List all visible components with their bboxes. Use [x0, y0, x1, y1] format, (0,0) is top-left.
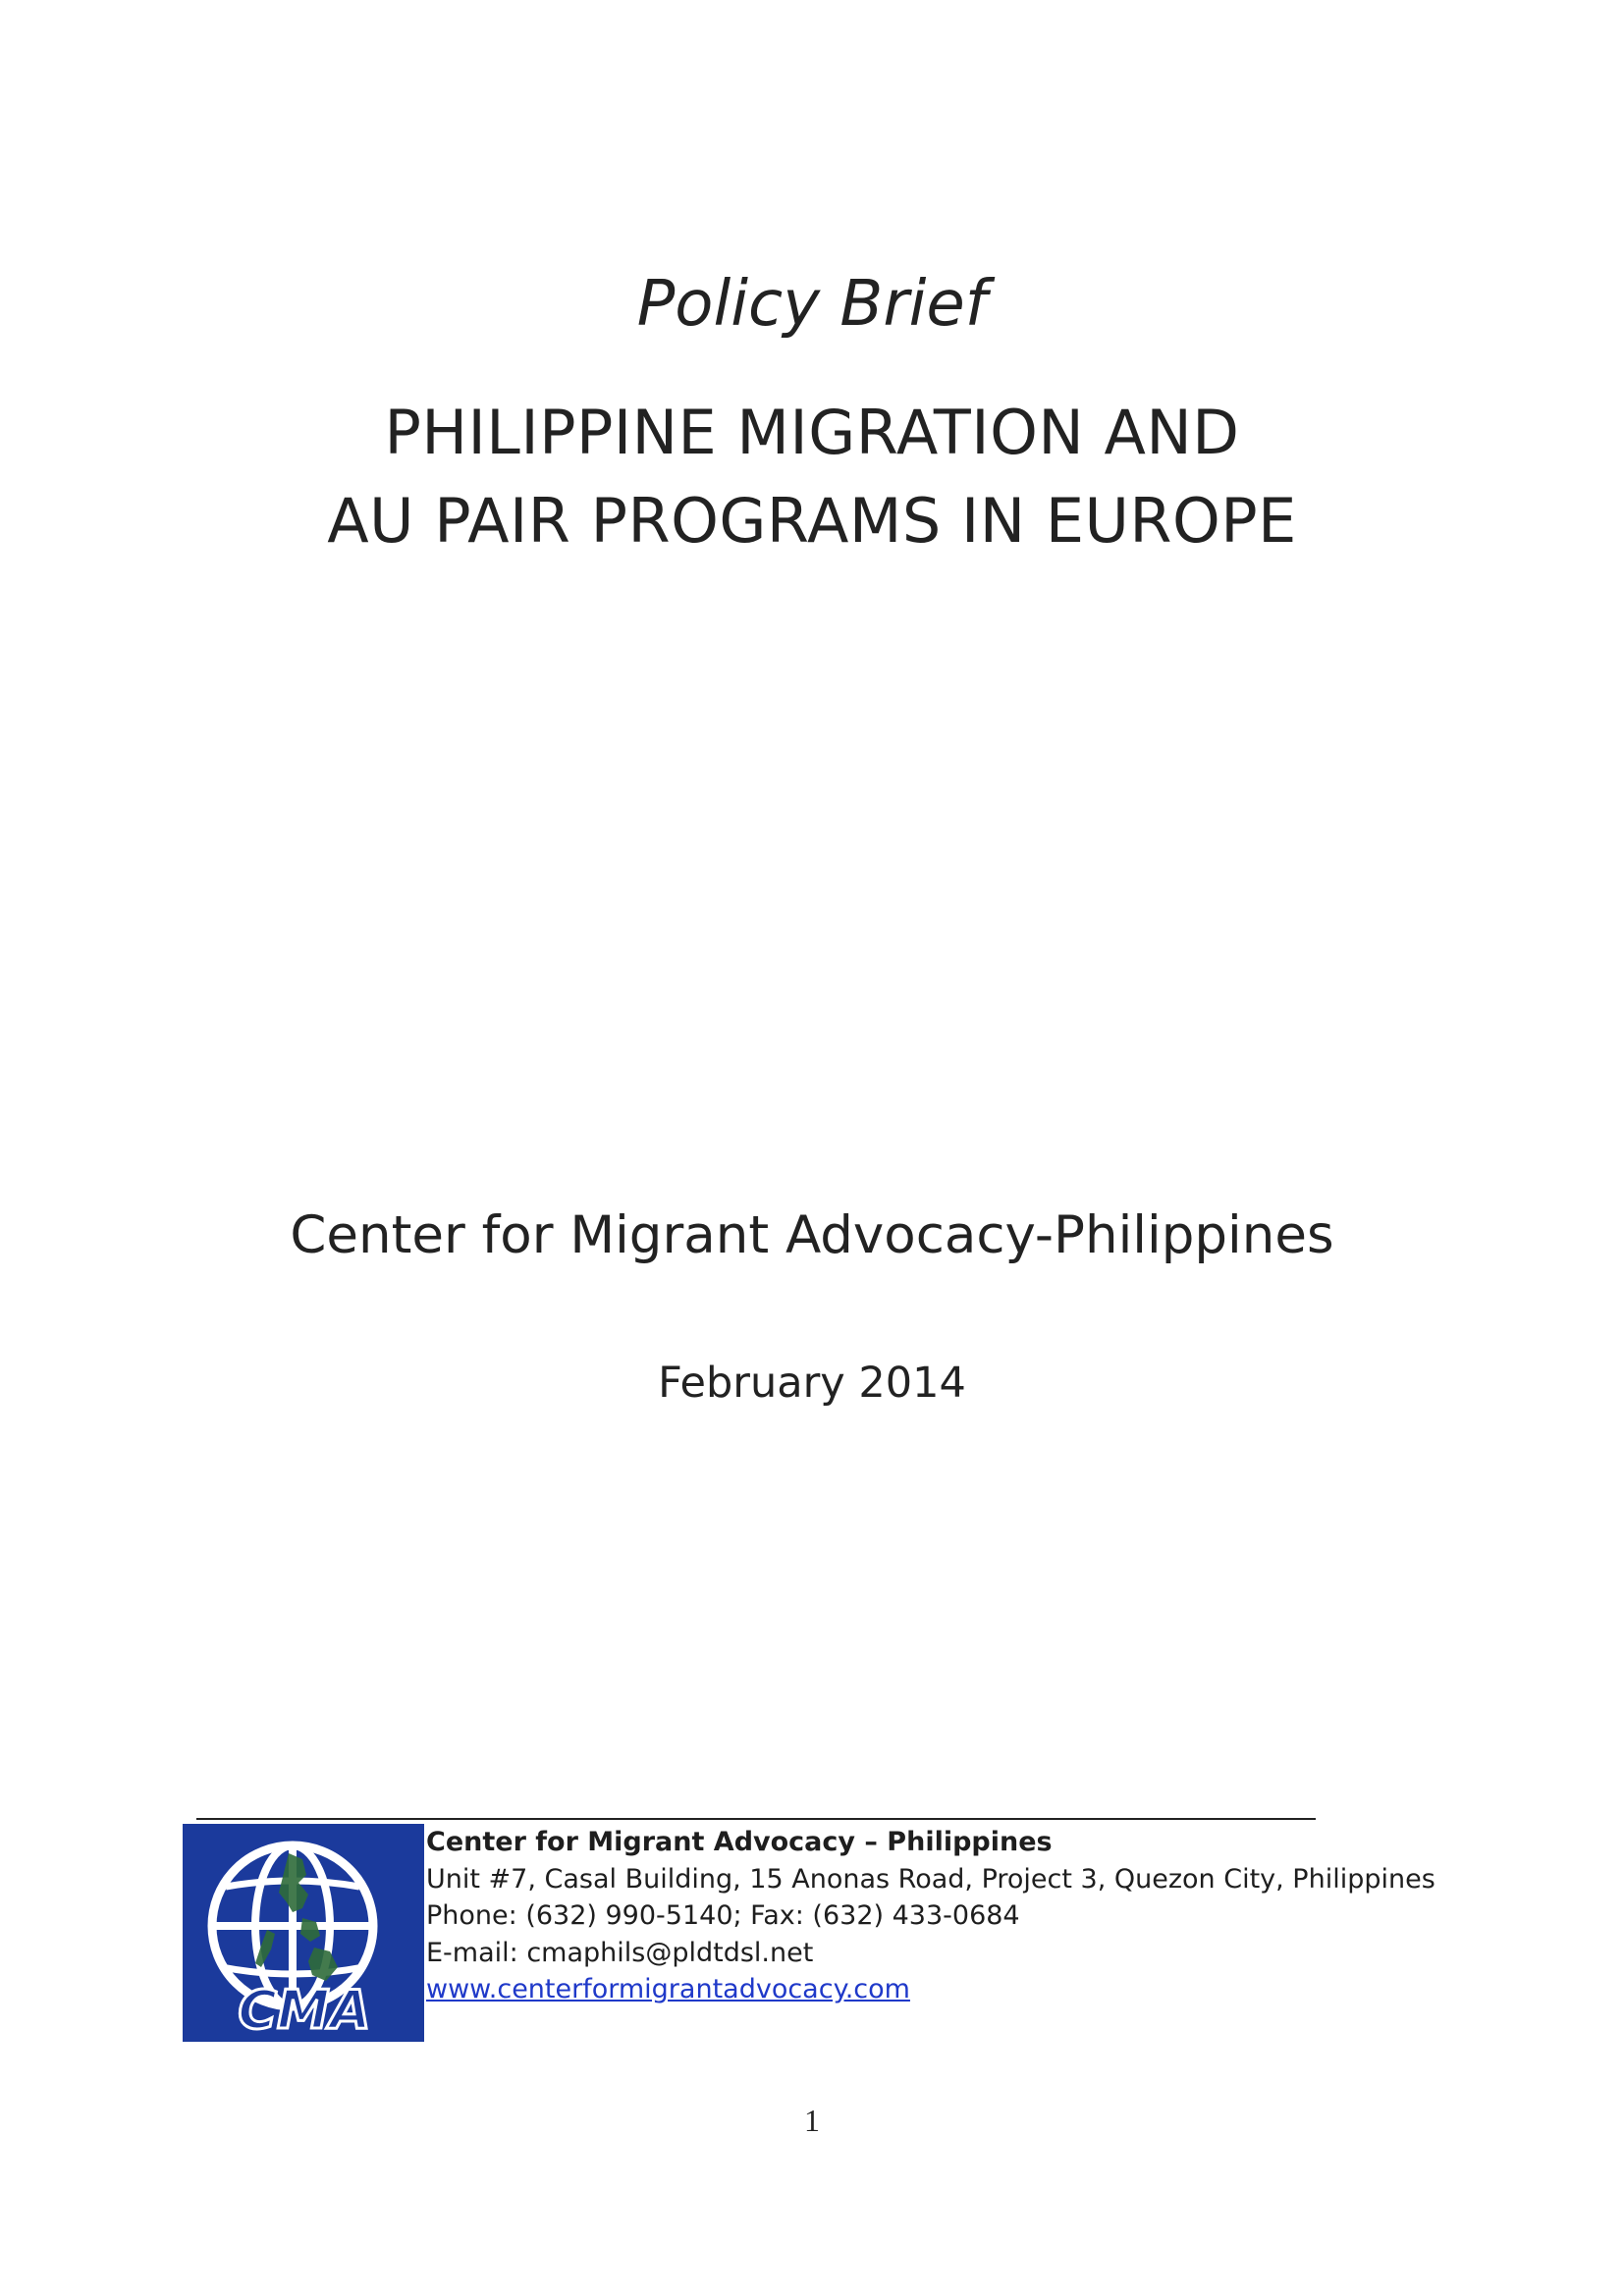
- globe-map-logo-icon: [183, 1824, 424, 2042]
- cma-logo: [183, 1824, 424, 2042]
- document-type-label: Policy Brief: [636, 268, 988, 341]
- contact-address: Unit #7, Casal Building, 15 Anonas Road, Project 3, Quezon City, Philippines: [426, 1863, 1435, 1895]
- page-number: 1: [804, 2103, 820, 2138]
- website-link[interactable]: www.centerformigrantadvocacy.com: [426, 1974, 910, 2004]
- document-title-line-1: PHILIPPINE MIGRATION AND: [384, 397, 1240, 468]
- contact-phone-fax: Phone: (632) 990-5140; Fax: (632) 433-0684: [426, 1900, 1020, 1931]
- contact-email: E-mail: cmaphils@pldtdsl.net: [426, 1937, 814, 1968]
- organization-name: Center for Migrant Advocacy-Philippines: [290, 1205, 1334, 1265]
- document-title: [0, 389, 1624, 565]
- document-title-line-2: AU PAIR PROGRAMS IN EUROPE: [327, 485, 1297, 557]
- logo-text: CMA: [238, 1979, 371, 2041]
- contact-organization-name: Center for Migrant Advocacy – Philippines: [426, 1827, 1053, 1857]
- publication-date: February 2014: [658, 1359, 966, 1408]
- footer-divider: [196, 1818, 1316, 1820]
- contact-block: [426, 1824, 1435, 2008]
